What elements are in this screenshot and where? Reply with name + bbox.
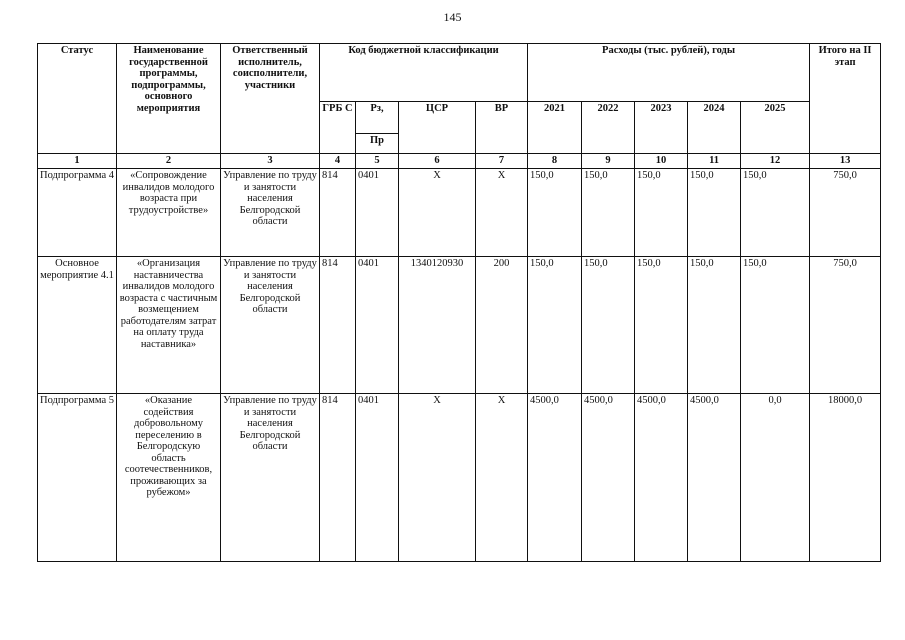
col-number: 11	[688, 154, 741, 169]
row-vr: Х	[476, 169, 528, 257]
col-number: 7	[476, 154, 528, 169]
header-pr: Пр	[356, 134, 399, 154]
header-csr: ЦСР	[399, 102, 476, 154]
col-number: 5	[356, 154, 399, 169]
col-number: 13	[810, 154, 881, 169]
row-2025: 150,0	[741, 169, 810, 257]
row-2024: 4500,0	[688, 394, 741, 562]
col-number: 8	[528, 154, 582, 169]
row-name: «Организация наставничества инвалидов молодого возраста с частичным возмещением работодателям затрат на оплату труда наставника»	[117, 257, 221, 394]
row-total: 750,0	[810, 257, 881, 394]
col-number: 2	[117, 154, 221, 169]
row-2023: 150,0	[635, 257, 688, 394]
row-2022: 150,0	[582, 257, 635, 394]
header-year-2024: 2024	[688, 102, 741, 154]
header-expenses: Расходы (тыс. рублей), годы	[528, 44, 810, 102]
row-2023: 150,0	[635, 169, 688, 257]
page-number: 145	[443, 10, 462, 24]
row-csr: Х	[399, 169, 476, 257]
col-number: 1	[38, 154, 117, 169]
row-grbs: 814	[320, 394, 356, 562]
row-total: 18000,0	[810, 394, 881, 562]
table-row	[38, 257, 881, 394]
row-2023: 4500,0	[635, 394, 688, 562]
row-csr: 1340120930	[399, 257, 476, 394]
col-number: 9	[582, 154, 635, 169]
row-2025: 150,0	[741, 257, 810, 394]
table-row	[38, 169, 881, 257]
table-row	[38, 394, 881, 562]
row-grbs: 814	[320, 169, 356, 257]
header-year-2025: 2025	[741, 102, 810, 154]
row-2024: 150,0	[688, 169, 741, 257]
row-vr: Х	[476, 394, 528, 562]
header-rz: Рз,	[356, 102, 399, 134]
row-responsible: Управление по труду и занятости населения Белгородской области	[221, 169, 320, 257]
col-number: 10	[635, 154, 688, 169]
row-status: Подпрограмма 4	[38, 169, 117, 257]
row-name: «Сопровождение инвалидов молодого возраста при трудоустройстве»	[117, 169, 221, 257]
row-status: Подпрограмма 5	[38, 394, 117, 562]
col-number: 6	[399, 154, 476, 169]
row-rzpr: 0401	[356, 169, 399, 257]
row-rzpr: 0401	[356, 257, 399, 394]
row-2022: 4500,0	[582, 394, 635, 562]
header-name: Наименование государственной программы, подпрограммы, основного мероприятия	[117, 44, 221, 154]
header-year-2022: 2022	[582, 102, 635, 154]
header-year-2021: 2021	[528, 102, 582, 154]
row-grbs: 814	[320, 257, 356, 394]
row-responsible: Управление по труду и занятости населения Белгородской области	[221, 394, 320, 562]
row-2021: 150,0	[528, 169, 582, 257]
row-total: 750,0	[810, 169, 881, 257]
header-total: Итого на II этап	[810, 44, 881, 154]
row-2021: 150,0	[528, 257, 582, 394]
row-name: «Оказание содействия добровольному переселению в Белгородскую область соотечественников, проживающих за рубежом»	[117, 394, 221, 562]
row-responsible: Управление по труду и занятости населения Белгородской области	[221, 257, 320, 394]
header-responsible: Ответственный исполнитель, соисполнители, участники	[221, 44, 320, 154]
header-status: Статус	[38, 44, 117, 154]
col-number: 3	[221, 154, 320, 169]
row-status: Основное мероприятие 4.1	[38, 257, 117, 394]
row-2021: 4500,0	[528, 394, 582, 562]
header-vr: ВР	[476, 102, 528, 154]
header-budget-code: Код бюджетной классификации	[320, 44, 528, 102]
col-number: 4	[320, 154, 356, 169]
row-csr: Х	[399, 394, 476, 562]
header-grbs: ГРБ С	[320, 102, 356, 154]
row-rzpr: 0401	[356, 394, 399, 562]
col-number: 12	[741, 154, 810, 169]
row-2024: 150,0	[688, 257, 741, 394]
budget-table	[37, 43, 881, 562]
header-year-2023: 2023	[635, 102, 688, 154]
row-2022: 150,0	[582, 169, 635, 257]
row-2025: 0,0	[741, 394, 810, 562]
row-vr: 200	[476, 257, 528, 394]
